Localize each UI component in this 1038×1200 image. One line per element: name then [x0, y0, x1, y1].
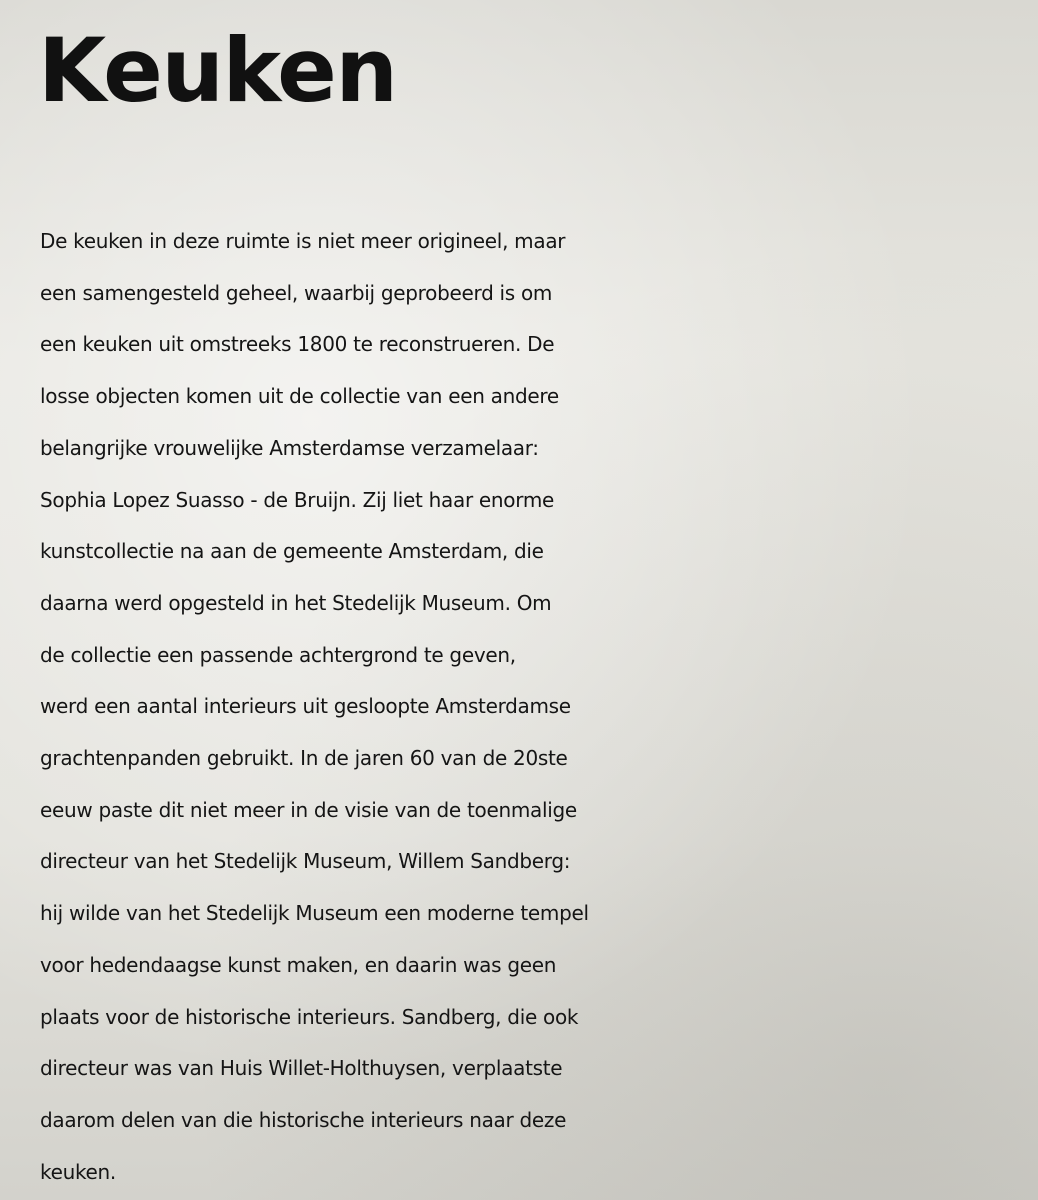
body-line: directeur van het Stedelijk Museum, Willem Sandberg: — [40, 849, 571, 874]
body-line: Sophia Lopez Suasso - de Bruijn. Zij liet haar enorme — [40, 487, 555, 512]
body-line: hij wilde van het Stedelijk Museum een moderne tempel — [40, 901, 589, 926]
body-line: directeur was van Huis Willet-Holthuysen, verplaatste — [40, 1056, 563, 1081]
body-line: daarna werd opgesteld in het Stedelijk Museum. Om — [40, 590, 552, 615]
body-line: kunstcollectie na aan de gemeente Amsterdam, die — [40, 539, 544, 564]
body-line: keuken. — [40, 1159, 116, 1184]
body-line: losse objecten komen uit de collectie van een andere — [40, 384, 559, 409]
body-line: werd een aantal interieurs uit gesloopte Amsterdamse — [40, 694, 571, 719]
body-line: belangrijke vrouwelijke Amsterdamse verzamelaar: — [40, 435, 539, 460]
panel-title: Keuken — [38, 19, 397, 122]
body-line: De keuken in deze ruimte is niet meer origineel, maar — [40, 229, 566, 253]
body-line: een samengesteld geheel, waarbij geprobeerd is om — [40, 280, 553, 305]
body-line: grachtenpanden gebruikt. In de jaren 60 van de 20ste — [40, 746, 568, 771]
panel-body-text — [40, 216, 1030, 1198]
body-line: plaats voor de historische interieurs. Sandberg, die ook — [40, 1004, 579, 1029]
body-line: daarom delen van die historische interieurs naar deze — [40, 1107, 567, 1132]
body-line: een keuken uit omstreeks 1800 te reconstrueren. De — [40, 332, 555, 357]
body-line: de collectie een passende achtergrond te geven, — [40, 642, 516, 667]
body-line: eeuw paste dit niet meer in de visie van de toenmalige — [40, 797, 577, 822]
body-line: voor hedendaagse kunst maken, en daarin was geen — [40, 952, 557, 977]
